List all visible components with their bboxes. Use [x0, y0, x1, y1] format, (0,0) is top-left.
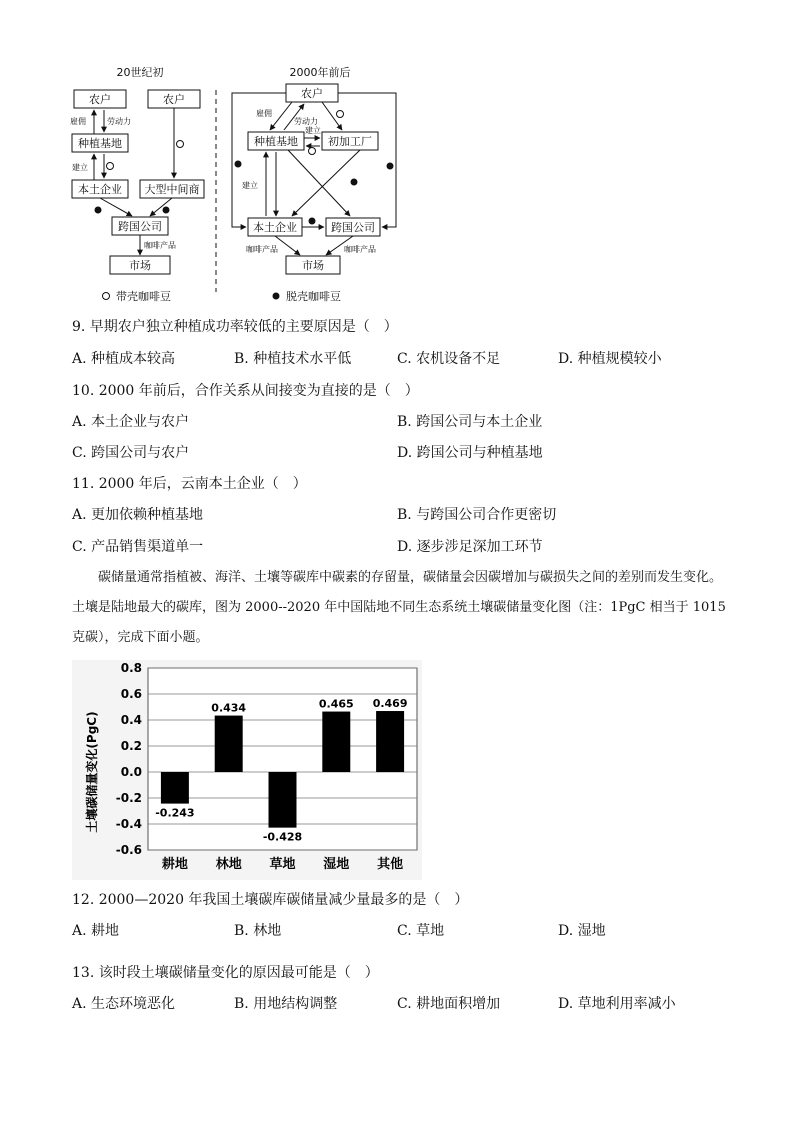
legend-open-bean-icon [103, 293, 110, 300]
bar-3 [322, 712, 350, 772]
y-tick-label: 0.8 [120, 661, 142, 675]
bar-value-label: 0.465 [318, 697, 354, 711]
bar-4 [376, 711, 404, 772]
left-diagram [70, 90, 204, 274]
q13-option-a[interactable]: A. 生态环境恶化 [72, 996, 176, 1012]
bar-0 [161, 772, 189, 804]
q11-option-d[interactable]: D. 逐步涉足深加工环节 [397, 539, 543, 555]
q11-option-a[interactable]: A. 更加依赖种植基地 [72, 507, 204, 523]
y-tick-label: 0.6 [120, 687, 142, 701]
right-farmer: 农户 [301, 87, 323, 100]
question-9-stem: 9. 早期农户独立种植成功率较低的主要原因是（ ） [72, 319, 398, 335]
chart-y-axis-label: 土壤碳储量变化(PgC) [85, 711, 99, 833]
x-category-label: 其他 [377, 857, 404, 872]
bar-1 [215, 716, 243, 772]
svg-text:咖啡产品: 咖啡产品 [246, 245, 278, 254]
bar-value-label: -0.243 [155, 806, 195, 820]
bar-value-label: 0.469 [372, 697, 408, 711]
legend-open-label: 带壳咖啡豆 [116, 290, 171, 303]
left-market: 市场 [129, 259, 151, 272]
y-tick-label: -0.6 [115, 843, 142, 857]
q10-option-c[interactable]: C. 跨国公司与农户 [72, 445, 190, 461]
svg-text:建立: 建立 [72, 163, 88, 172]
left-mnc: 跨国公司 [118, 220, 162, 233]
q12-option-a[interactable]: A. 耕地 [72, 923, 120, 939]
q11-option-b[interactable]: B. 与跨国公司合作更密切 [397, 507, 557, 523]
y-tick-label: 0.4 [120, 713, 142, 727]
left-middleman: 大型中间商 [144, 183, 200, 196]
right-diagram [232, 84, 396, 274]
x-category-label: 草地 [269, 857, 296, 872]
svg-text:劳动力: 劳动力 [107, 117, 131, 126]
left-farmer1: 农户 [89, 93, 111, 106]
question-13-stem: 13. 该时段土壤碳储量变化的原因最可能是（ ） [72, 965, 379, 981]
right-local: 本土企业 [253, 221, 297, 234]
legend-filled-bean-icon [273, 293, 280, 300]
svg-text:咖啡产品: 咖啡产品 [144, 241, 176, 250]
soil-carbon-bar-chart [72, 660, 422, 880]
left-farmer2: 农户 [163, 93, 185, 106]
legend-filled-label: 脱壳咖啡豆 [286, 290, 341, 303]
left-local: 本土企业 [78, 183, 122, 196]
right-mnc: 跨国公司 [331, 221, 375, 234]
y-tick-label: -0.4 [115, 817, 142, 831]
q11-option-c[interactable]: C. 产品销售渠道单一 [72, 539, 204, 555]
svg-text:咖啡产品: 咖啡产品 [344, 245, 376, 254]
y-tick-label: 0.0 [120, 765, 142, 779]
left-base: 种植基地 [78, 137, 122, 150]
q13-option-b[interactable]: B. 用地结构调整 [234, 996, 338, 1012]
right-market: 市场 [302, 259, 324, 272]
q13-option-d[interactable]: D. 草地利用率减小 [558, 996, 676, 1012]
x-category-label: 湿地 [323, 857, 350, 872]
bar-value-label: 0.434 [211, 701, 247, 715]
right-title: 2000年前后 [289, 66, 351, 79]
bar-2 [269, 772, 297, 828]
left-title: 20世纪初 [116, 66, 164, 79]
passage: 碳储量通常指植被、海洋、土壤等碳库中碳素的存留量，碳储量会因碳增加与碳损失之间的差别而发生变化。土壤是陆地最大的碳库，图为 2000--2020 年中国陆地不同生态系统土壤碳储量变化图（注：1PgC 相当于 1015 克碳），完成下面小题。 [72, 570, 726, 645]
svg-text:建立: 建立 [242, 181, 258, 190]
q12-option-d[interactable]: D. 湿地 [558, 923, 606, 939]
svg-text:雇佣: 雇佣 [70, 117, 86, 126]
q9-option-c[interactable]: C. 农机设备不足 [397, 351, 501, 367]
right-factory: 初加工厂 [328, 135, 372, 148]
x-category-label: 林地 [215, 857, 242, 872]
x-category-label: 耕地 [161, 857, 188, 872]
right-base: 种植基地 [254, 135, 298, 148]
bar-value-label: -0.428 [262, 830, 303, 844]
svg-text:建立: 建立 [305, 126, 321, 135]
svg-text:劳动力: 劳动力 [294, 117, 318, 126]
q9-option-b[interactable]: B. 种植技术水平低 [234, 351, 352, 367]
question-12-stem: 12. 2000—2020 年我国土壤碳库碳储量减少量最多的是（ ） [72, 892, 469, 908]
svg-text:雇佣: 雇佣 [256, 109, 272, 118]
q10-option-d[interactable]: D. 跨国公司与种植基地 [397, 445, 543, 461]
q12-option-b[interactable]: B. 林地 [234, 923, 282, 939]
question-10-stem: 10. 2000 年前后，合作关系从间接变为直接的是（ ） [72, 383, 419, 399]
coffee-chain-diagram [60, 60, 420, 310]
q12-option-c[interactable]: C. 草地 [397, 923, 445, 939]
q13-option-c[interactable]: C. 耕地面积增加 [397, 996, 501, 1012]
y-tick-label: 0.2 [120, 739, 142, 753]
q10-option-b[interactable]: B. 跨国公司与本土企业 [397, 414, 543, 430]
y-tick-label: -0.2 [115, 791, 142, 805]
q9-option-a[interactable]: A. 种植成本较高 [72, 351, 176, 367]
question-11-stem: 11. 2000 年后，云南本土企业（ ） [72, 476, 307, 492]
q9-option-d[interactable]: D. 种植规模较小 [558, 351, 662, 367]
q10-option-a[interactable]: A. 本土企业与农户 [72, 414, 190, 430]
